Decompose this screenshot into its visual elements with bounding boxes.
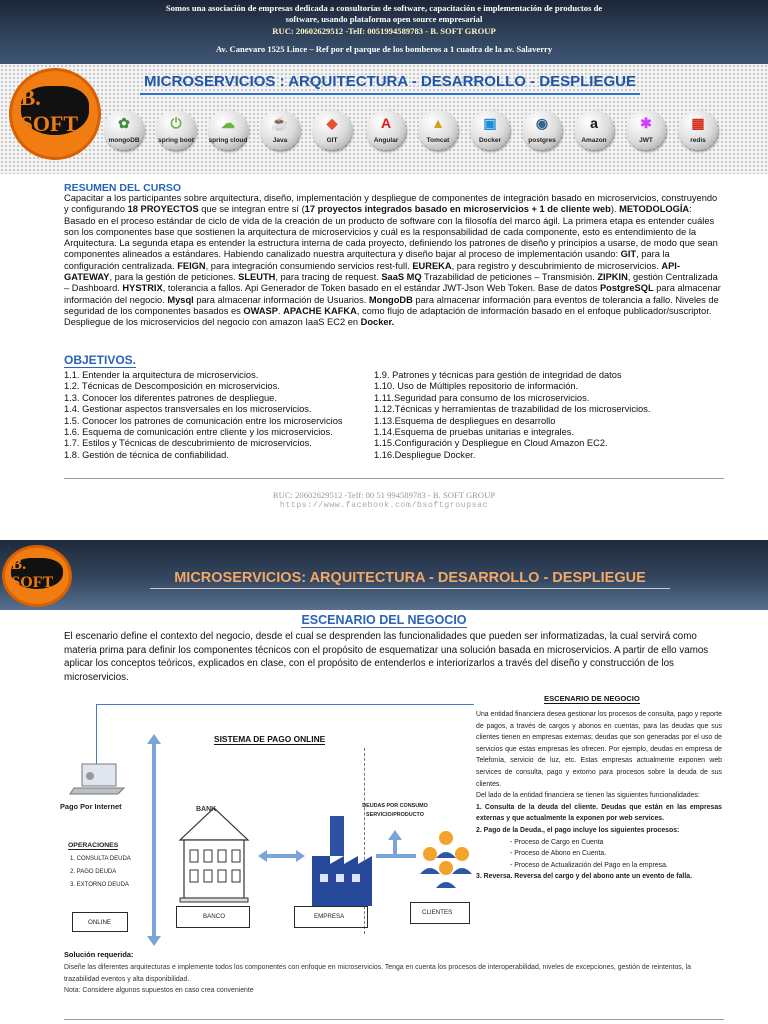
arrow-left-icon: [258, 850, 267, 862]
factory-icon: [308, 816, 374, 908]
bsoft-logo-page2: [2, 545, 72, 607]
logo-text: B. SOFT: [11, 558, 62, 589]
list-item: 1.6. Esquema de comunicación entre cliente y los microservicios.: [64, 427, 333, 438]
list-item: 1.2. Técnicas de Descomposición en microservicios.: [64, 381, 280, 392]
page2-title: MICROSERVICIOS: ARQUITECTURA - DESARROLLO - DESPLIEGUE: [150, 570, 670, 589]
solucion-text: [64, 962, 724, 997]
footer-ruc: RUC: 20602629512 -Telf: 00 51 994589783 - B. SOFT GROUP: [272, 490, 496, 500]
online-label: ONLINE: [88, 919, 112, 926]
solucion-paragraph: Diseñe las diferentes arquitecturas e implemente todos los componentes con enfoque en microservicios. Tenga en cuenta los procesos de interoperabilidad, niveles de excepciones, gestión de reintentos, la trazabilidad eventos y alta disponibilidad.: [64, 964, 691, 983]
diagram-top-line: [96, 704, 474, 705]
bank-sign: BANK: [196, 806, 217, 813]
vertical-arrow: [152, 742, 156, 938]
operacion-item: 2. PAGO DEUDA: [70, 869, 117, 875]
list-item: 1.12.Técnicas y herramientas de trazabilidad de los microservicios.: [374, 404, 651, 415]
list-item: 1.1. Entender la arquitectura de microservicios.: [64, 370, 259, 380]
jwt-icon: ✱ JWT: [626, 110, 666, 150]
logo-text: B. SOFT: [21, 86, 90, 134]
page-gap: [0, 520, 768, 540]
nota-text: Nota: Considere algunos supuestos en caso crea conveniente: [64, 987, 254, 994]
side-heading: ESCENARIO DE NEGOCIO: [544, 694, 640, 703]
deudas-label: DEUDAS POR CONSUMO SERVICIO/PRODUCTO: [362, 803, 428, 818]
side-paragraph: Del lado de la entidad financiera se tienen las siguientes funcionalidades:: [476, 792, 700, 800]
bsoft-logo: [9, 68, 101, 160]
banco-label: BANCO: [203, 913, 226, 920]
list-item: 1.4. Gestionar aspectos transversales en los microservicios.: [64, 404, 312, 415]
side-feature: 1. Consulta de la deuda del cliente. Deudas que están en las empresas externas y que actualmente la exponen por web services.: [476, 803, 722, 823]
clients-group-icon: [418, 828, 474, 890]
footer-facebook-link[interactable]: https://www.facebook.com/bsoftgroupsac: [279, 501, 489, 510]
list-item: 1.15.Configuración y Despliegue en Cloud Amazon EC2.: [374, 438, 608, 449]
solucion-heading: Solución requerida:: [64, 950, 134, 959]
git-icon: ◆ GIT: [312, 110, 352, 150]
side-feature: 2. Pago de la Deuda., el pago incluye los siguientes procesos:: [476, 826, 680, 834]
operacion-item: 1. CONSULTA DEUDA: [70, 856, 131, 862]
arrow-up-icon: [147, 734, 161, 744]
pago-internet-label: Pago Por Internet: [60, 802, 122, 811]
list-item: 1.11.Seguridad para consumo de los microservicios.: [374, 392, 590, 403]
escenario-heading: ESCENARIO DEL NEGOCIO: [301, 613, 467, 627]
laptop-icon: [68, 762, 128, 798]
docker-icon: ▣ Docker: [470, 110, 510, 150]
bank-building-icon: [176, 800, 252, 904]
side-description: [476, 709, 722, 883]
course-title: MICROSERVICIOS : ARQUITECTURA - DESARROLLO - DESPLIEGUE: [140, 73, 640, 95]
side-feature: 3. Reversa. Reversa del cargo y del abono ante un evento de falla.: [476, 873, 692, 881]
list-item: 1.13.Esquema de despliegues en desarrollo: [374, 415, 556, 426]
postgres-icon: ◉ postgres: [522, 110, 562, 150]
resumen-heading: RESUMEN DEL CURSO: [64, 182, 182, 194]
footer-divider: [64, 478, 724, 479]
angular-icon: A Angular: [366, 110, 406, 150]
escenario-paragraph: El escenario define el contexto del negocio, desde el cual se desprenden las funcionalidades que pueden ser informatizadas, la cual servirá como materia prima para definir los componentes técnicos con el propósito de esquematizar una solución basada en microservicios. A partir de ello vamos aplicar los conceptos teóricos, explicados en clase, con el propósito de entenderlos e interiorizarlos a través del diseño y construcción de los microservicios.: [64, 631, 709, 683]
empresa-label: EMPRESA: [314, 913, 345, 920]
bank-empresa-arrow: [264, 854, 298, 858]
banner-ruc: RUC: 20602629512 -Telf: 0051994589783 - B. SOFT GROUP: [272, 26, 496, 36]
objetivos-list-right: [374, 370, 734, 461]
banner-description: Somos una asociación de empresas dedicada a consultorías de software, capacitación e implementación de productos de software, usando plataforma open source empresarial: [165, 3, 603, 24]
side-subitem: - Proceso de Cargo en Cuenta: [510, 838, 604, 846]
banner-address: Av. Canevaro 1525 Lince – Ref por el parque de los bomberos a 1 cuadra de la av. Salaverry: [215, 44, 553, 54]
spring-boot-icon: ⏻ spring boot: [156, 110, 196, 150]
tomcat-icon: ▲ Tomcat: [418, 110, 458, 150]
clientes-label: CLIENTES: [422, 909, 453, 916]
list-item: 1.8. Gestión de técnica de confiabilidad.: [64, 449, 229, 460]
arrow-down-icon: [147, 936, 161, 946]
objetivos-heading: OBJETIVOS.: [64, 353, 137, 367]
list-item: 1.5. Conocer los patrones de comunicación entre los microservicios: [64, 415, 343, 426]
objetivos-list-left: [64, 370, 364, 461]
arrow-stem: [393, 838, 397, 858]
diagram-title: SISTEMA DE PAGO ONLINE: [214, 734, 326, 744]
java-icon: ☕ Java: [260, 110, 300, 150]
spring-cloud-icon: ☁ spring cloud: [208, 110, 248, 150]
list-item: 1.16.Despliegue Docker.: [374, 449, 476, 460]
side-subitem: - Proceso de Actualización del Pago en la empresa.: [510, 861, 668, 869]
amazon-icon: a Amazon: [574, 110, 614, 150]
arrow-right-icon: [296, 850, 305, 862]
list-item: 1.10. Uso de Múltiples repositorio de información.: [374, 381, 579, 392]
list-item: 1.14.Esquema de pruebas unitarias e integrales.: [374, 427, 575, 438]
operaciones-heading: OPERACIONES: [68, 842, 119, 849]
arrow-up-icon: [388, 830, 402, 840]
top-banner: [0, 0, 768, 64]
payment-system-diagram: [60, 704, 474, 944]
mongodb-icon: ✿ mongoDB: [104, 110, 144, 150]
list-item: 1.3. Conocer los diferentes patrones de despliegue.: [64, 392, 277, 403]
list-item: 1.9. Patrones y técnicas para gestión de integridad de datos: [374, 370, 622, 380]
side-subitem: - Proceso de Abono en Cuenta.: [510, 850, 607, 858]
technology-icons: [104, 110, 724, 158]
list-item: 1.7. Estilos y Técnicas de descubrimiento de microservicios.: [64, 438, 312, 449]
operacion-item: 3. EXTORNO DEUDA: [70, 882, 129, 888]
redis-icon: ▦ redis: [678, 110, 718, 150]
resumen-paragraph: Capacitar a los participantes sobre arquitectura, diseño, implementación y despliegue de componentes de integración basado en microservicios, construyendo y configurando 18 PROYECTOS que se integran entre sí (17 proyectos integrados basado en microservicios + 1 de cliente web). METODOLOGÍA: Basado en el proceso estándar de ciclo de vida de la creación de un producto de software con la filosofía del marco ágil. La primera etapa es entender cuáles son los componentes base que sostienen la arquitectura de microservicios y cuál es la responsabilidad de cada componente, esto es entendimiento de la Arquitectura. La segunda etapa es entender la estructura interna de cada proyecto, definiendo los patrones de diseño y principios a usarse, de modo que sean componentes alineados a estándares. Habiendo canalizado nuestra arquitectura y diseño bajar al proceso de implementación usando: GIT, para la configuración centralizada. FEIGN, para integración consumiendo servicios rest-full. EUREKA, para registro y descubrimiento de microservicios. API-GATEWAY, para la gestión de peticiones. SLEUTH, para tracing de request. SaaS MQ Trazabilidad de peticiones – Transmisión. ZIPKIN, gestión Centralizada – Dashboard. HYSTRIX, tolerancia a fallos. Api Generador de Token basado en el estándar JWT-Json Web Token. Base de datos PostgreSQL para almacenar información del negocio. Mysql para almacenar información de Usuarios. MongoDB para almacenar información para eventos de tolerancia a fallo. Niveles de seguridad de los componentes basados es OWASP. APACHE KAFKA, como flujo de adaptación de información basado en el enfoque publicador/suscriptor. Despliegue de los microservicios del negocio con amazon IaaS EC2 en Docker.: [64, 193, 721, 328]
bottom-divider: [64, 1019, 724, 1020]
side-paragraph: Una entidad financiera desea gestionar los procesos de consulta, pago y reporte de pagos, a través de cargos y abonos en cuentas, para las deudas que sus clientes tienen en empresas externas; deudas que son generadas por el uso de servicios que estas empresas les ofrecen. Por ejemplo, deudas en empresa de Telefonía, servicio de luz, etc. Estas empresas actualmente exponen web services de consulta, pago y extorno para procesos sobre la deuda de sus clientes.: [476, 711, 722, 788]
